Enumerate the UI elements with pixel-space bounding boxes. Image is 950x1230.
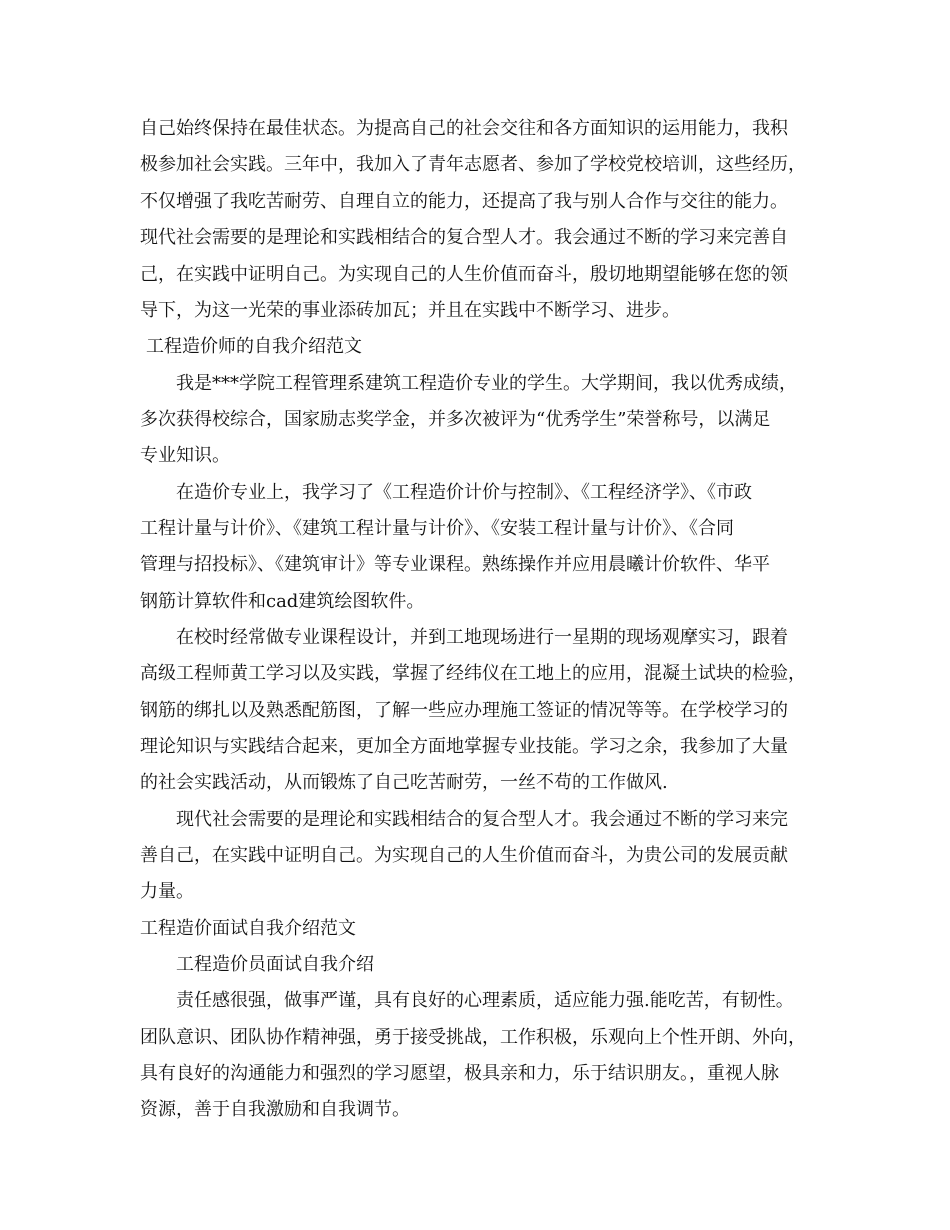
text-line: 我是***学院工程管理系建筑工程造价专业的学生。大学期间，我以优秀成绩， xyxy=(176,373,797,394)
text-line: 力量。 xyxy=(140,881,194,902)
text-line: 多次获得校综合，国家励志奖学金，并多次被评为“优秀学生”荣誉称号，以满足 xyxy=(140,409,771,430)
text-line: 团队意识、团队协作精神强，勇于接受挑战，工作积极，乐观向上个性开朗、外向， xyxy=(140,1027,806,1048)
text-line: 现代社会需要的是理论和实践相结合的复合型人才。我会通过不断的学习来完 xyxy=(176,809,788,830)
text-line: 具有良好的沟通能力和强烈的学习愿望，极具亲和力，乐于结识朋友。，重视人脉 xyxy=(140,1063,779,1084)
text-line: 工程计量与计价》、《建筑工程计量与计价》、《安装工程计量与计价》、《合同 xyxy=(140,518,734,539)
text-line: 极参加社会实践。三年中，我加入了青年志愿者、参加了学校党校培训，这些经历， xyxy=(140,154,806,175)
text-line: 管理与招投标》、《建筑审计》等专业课程。熟练操作并应用晨曦计价软件、华平 xyxy=(140,554,770,575)
text-line: 资源，善于自我激励和自我调节。 xyxy=(140,1099,410,1120)
subsection-heading: 工程造价员面试自我介绍 xyxy=(176,954,374,975)
text-line: 高级工程师黄工学习以及实践，掌握了经纬仪在工地上的应用，混凝土试块的检验， xyxy=(140,663,806,684)
text-line: 钢筋计算软件和cad建筑绘图软件。 xyxy=(140,591,425,612)
text-line: 导下，为这一光荣的事业添砖加瓦；并且在实践中不断学习、进步。 xyxy=(140,300,680,321)
text-line: 责任感很强，做事严谨，具有良好的心理素质，适应能力强.能吃苦，有韧性。 xyxy=(176,990,794,1011)
text-line: 专业知识。 xyxy=(140,445,230,466)
text-line: 自己始终保持在最佳状态。为提高自己的社会交往和各方面知识的运用能力，我积 xyxy=(140,118,788,139)
text-line: 现代社会需要的是理论和实践相结合的复合型人才。我会通过不断的学习来完善自 xyxy=(140,227,788,248)
section-heading: 工程造价师的自我介绍范文 xyxy=(146,336,362,357)
text-line: 在造价专业上，我学习了《工程造价计价与控制》、《工程经济学》、《市政 xyxy=(176,482,752,503)
section-heading: 工程造价面试自我介绍范文 xyxy=(140,918,356,939)
text-line: 己，在实践中证明自己。为实现自己的人生价值而奋斗，殷切地期望能够在您的领 xyxy=(140,264,788,285)
text-line: 的社会实践活动，从而锻炼了自己吃苦耐劳，一丝不苟的工作做风. xyxy=(140,772,668,793)
text-line: 钢筋的绑扎以及熟悉配筋图，了解一些应办理施工签证的情况等等。在学校学习的 xyxy=(140,700,788,721)
text-line: 善自己，在实践中证明自己。为实现自己的人生价值而奋斗，为贵公司的发展贡献 xyxy=(140,845,788,866)
text-line: 理论知识与实践结合起来，更加全方面地掌握专业技能。学习之余，我参加了大量 xyxy=(140,736,788,757)
text-line: 不仅增强了我吃苦耐劳、自理自立的能力，还提高了我与别人合作与交往的能力。 xyxy=(140,191,788,212)
text-line: 在校时经常做专业课程设计，并到工地现场进行一星期的现场观摩实习，跟着 xyxy=(176,627,788,648)
